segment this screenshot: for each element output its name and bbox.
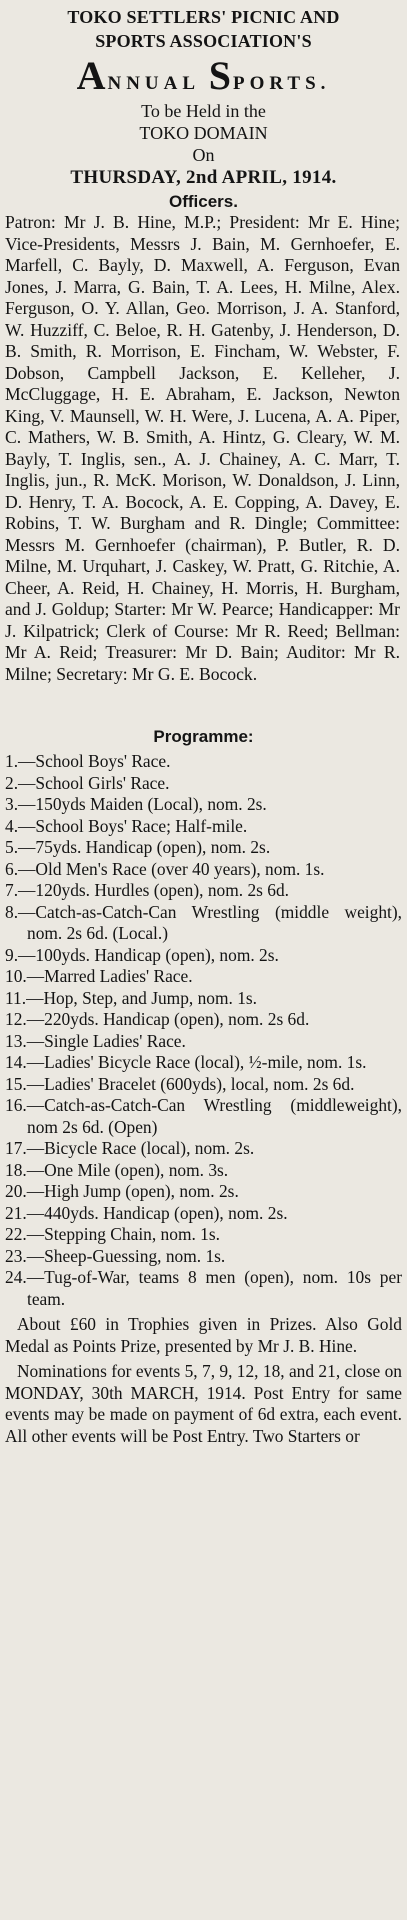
programme-item: 24.—Tug-of-War, teams 8 men (open), nom. 10s per team. bbox=[5, 1267, 402, 1309]
programme-item: 4.—School Boys' Race; Half-mile. bbox=[5, 815, 248, 836]
programme-item: 8.—Catch-as-Catch-Can Wrestling (middle weight), nom. 2s 6d. (Local.) bbox=[5, 901, 402, 943]
officers-heading: Officers. bbox=[169, 192, 238, 211]
programme-item: 3.—150yds Maiden (Local), nom. 2s. bbox=[5, 794, 267, 814]
programme-item: 11.—Hop, Step, and Jump, nom. 1s. bbox=[5, 987, 258, 1008]
programme-item: 23.—Sheep-Guessing, nom. 1s. bbox=[5, 1245, 226, 1266]
event-title bbox=[5, 53, 402, 100]
title-word-sports-rest: PORTS. bbox=[232, 73, 331, 94]
nominations-note: Nominations for events 5, 7, 9, 12, 18, and 21, close on MONDAY, 30th MARCH, 1914. Post Entry for same events may be made on payment of 6d extra, each event. All other events will be Post Entry. Two Starters or bbox=[5, 1361, 402, 1446]
trophies-note: About £60 in Trophies given in Prizes. Also Gold Medal as Points Prize, presented by Mr J. B. Hine. bbox=[5, 1314, 402, 1356]
event-date: THURSDAY, 2nd APRIL, 1914. bbox=[70, 167, 337, 188]
programme-item: 20.—High Jump (open), nom. 2s. bbox=[5, 1181, 239, 1201]
title-word-annual-rest: NNUAL bbox=[107, 73, 199, 94]
venue: TOKO DOMAIN bbox=[139, 123, 268, 143]
programme-item: 16.—Catch-as-Catch-Can Wrestling (middleweight), nom 2s 6d. (Open) bbox=[5, 1095, 402, 1137]
programme-heading: Programme: bbox=[153, 727, 254, 746]
programme-item: 10.—Marred Ladies' Race. bbox=[5, 966, 193, 986]
programme-item: 15.—Ladies' Bracelet (600yds), local, nom. 2s 6d. bbox=[5, 1073, 355, 1094]
programme-item: 6.—Old Men's Race (over 40 years), nom. 1s. bbox=[5, 858, 325, 879]
association-name-line-2: SPORTS ASSOCIATION'S bbox=[95, 31, 312, 51]
programme-list bbox=[5, 751, 402, 1310]
programme-item: 22.—Stepping Chain, nom. 1s. bbox=[5, 1224, 220, 1244]
title-initial-s: S bbox=[208, 53, 233, 98]
programme-item: 17.—Bicycle Race (local), nom. 2s. bbox=[5, 1138, 255, 1158]
programme-item: 14.—Ladies' Bicycle Race (local), ½-mile, nom. 1s. bbox=[5, 1052, 367, 1072]
programme-item: 13.—Single Ladies' Race. bbox=[5, 1030, 186, 1051]
programme-item: 1.—School Boys' Race. bbox=[5, 751, 171, 771]
on-line: On bbox=[192, 145, 215, 165]
officers-list: Patron: Mr J. B. Hine, M.P.; President: Mr E. Hine; Vice-Presidents, Messrs J. Bain, M. Gernhoefer, E. Marfell, C. Bayly, D. Maxwell, A. Ferguson, Evan Jones, J. Marra, G. Bain, T. A. Lees, H. Milne, Alex. Ferguson, O. Y. Allan, Geo. Morrison, J. A. Stanford, W. Huzziff, C. Beloe, R. H. Gatenby, J. Henderson, D. B. Smith, R. Morrison, E. Fincham, W. Webster, F. Dobson, Campbell Jackson, E. Kelleher, J. McCluggage, H. E. Abraham, E. Jackson, Newton King, V. Maunsell, W. H. Were, J. Lucena, A. A. Piper, C. Mathers, W. B. Smith, A. Hintz, G. Cleary, W. M. Bayly, T. Inglis, sen., A. J. Chainey, A. C. Marr, T. Inglis, jun., R. McK. Morison, W. Donaldson, J. Linn, D. Henry, T. A. Bocock, A. E. Copping, A. Davey, E. Robins, T. W. Burgham and R. Dingle; Committee: Messrs M. Gernhoefer (chairman), P. Butler, R. D. Milne, M. Urquhart, J. Caskey, W. Pratt, G. Ritchie, A. Cheer, A. Reid, H. Chainey, H. Morris, H. Burgham, and J. Goldup; Starter: Mr W. Pearce; Handicapper: Mr J. Kilpatrick; Clerk of Course: Mr R. Reed; Bellman: Mr A. Reid; Treasurer: Mr D. Bain; Auditor: Mr R. Milne; Secretary: Mr G. E. Bocock. bbox=[5, 212, 400, 684]
held-line: To be Held in the bbox=[141, 101, 266, 121]
programme-item: 18.—One Mile (open), nom. 3s. bbox=[5, 1159, 229, 1180]
notes bbox=[5, 1314, 402, 1447]
programme-item: 5.—75yds. Handicap (open), nom. 2s. bbox=[5, 837, 271, 857]
programme-item: 2.—School Girls' Race. bbox=[5, 772, 170, 793]
programme-item: 21.—440yds. Handicap (open), nom. 2s. bbox=[5, 1202, 288, 1223]
programme-item: 12.—220yds. Handicap (open), nom. 2s 6d. bbox=[5, 1009, 310, 1029]
programme-item: 7.—120yds. Hurdles (open), nom. 2s 6d. bbox=[5, 880, 290, 900]
programme-item: 9.—100yds. Handicap (open), nom. 2s. bbox=[5, 944, 279, 965]
association-name-line-1: TOKO SETTLERS' PICNIC AND bbox=[67, 7, 340, 27]
title-initial-a: A bbox=[76, 53, 108, 98]
